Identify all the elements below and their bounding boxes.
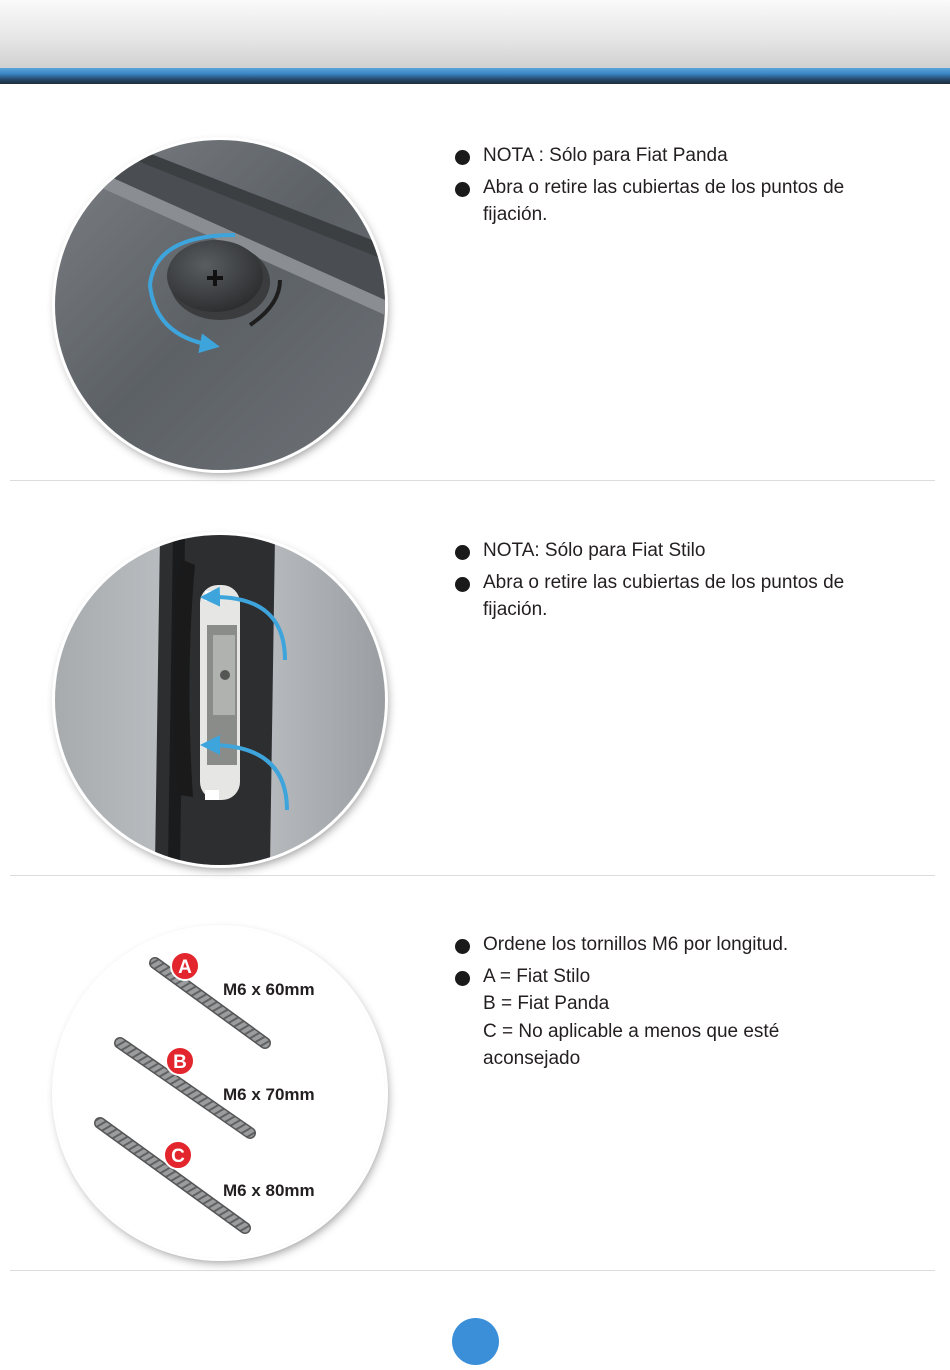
page-header [0, 0, 950, 70]
bullet-item [455, 537, 895, 565]
step-2-notes [455, 537, 895, 628]
size-label-b: M6 x 70mm [223, 1085, 315, 1104]
bullet-item [455, 931, 895, 959]
bullet-dot-icon [455, 545, 470, 560]
bullet-dot-icon [455, 577, 470, 592]
legend-text: aconsejado [483, 1048, 581, 1069]
screws-photo [55, 928, 385, 1258]
bullet-item [455, 174, 895, 229]
legend-text: B = Fiat Panda [483, 993, 610, 1014]
badge-b [166, 1047, 194, 1075]
svg-text:A: A [178, 957, 192, 978]
bullet-dot-icon [455, 971, 470, 986]
legend-text: A = Fiat Stilo [483, 965, 591, 987]
size-label-a: M6 x 60mm [223, 980, 315, 999]
note-text: NOTA : Sólo para Fiat Panda [483, 145, 728, 166]
note-text: NOTA: Sólo para Fiat Stilo [483, 540, 706, 561]
step-3-notes [455, 931, 895, 1077]
bullet-dot-icon [455, 150, 470, 165]
legend-text: C = No aplicable a menos que esté [483, 1020, 780, 1042]
section-divider [10, 875, 935, 876]
instruction-text: fijación. [483, 204, 548, 225]
header-accent-bar [0, 68, 950, 84]
instruction-text: Abra o retire las cubiertas de los puntos de [483, 176, 845, 198]
instruction-text: fijación. [483, 599, 548, 620]
stilo-cover-photo [55, 535, 385, 865]
bullet-item [455, 569, 895, 624]
bullet-dot-icon [455, 182, 470, 197]
size-label-c: M6 x 80mm [223, 1181, 315, 1200]
bullet-item [455, 142, 895, 170]
page-number-badge [452, 1318, 499, 1365]
section-divider [10, 480, 935, 481]
badge-c [164, 1141, 192, 1169]
step-1-notes [455, 142, 895, 233]
bullet-dot-icon [455, 939, 470, 954]
section-divider [10, 1270, 935, 1271]
svg-text:B: B [173, 1052, 187, 1073]
instruction-text: Abra o retire las cubiertas de los puntos de [483, 571, 845, 593]
instruction-text: Ordene los tornillos M6 por longitud. [483, 934, 789, 955]
svg-text:C: C [171, 1146, 185, 1167]
badge-a [171, 952, 199, 980]
bullet-item [455, 963, 895, 1073]
panda-cover-photo [55, 140, 385, 470]
